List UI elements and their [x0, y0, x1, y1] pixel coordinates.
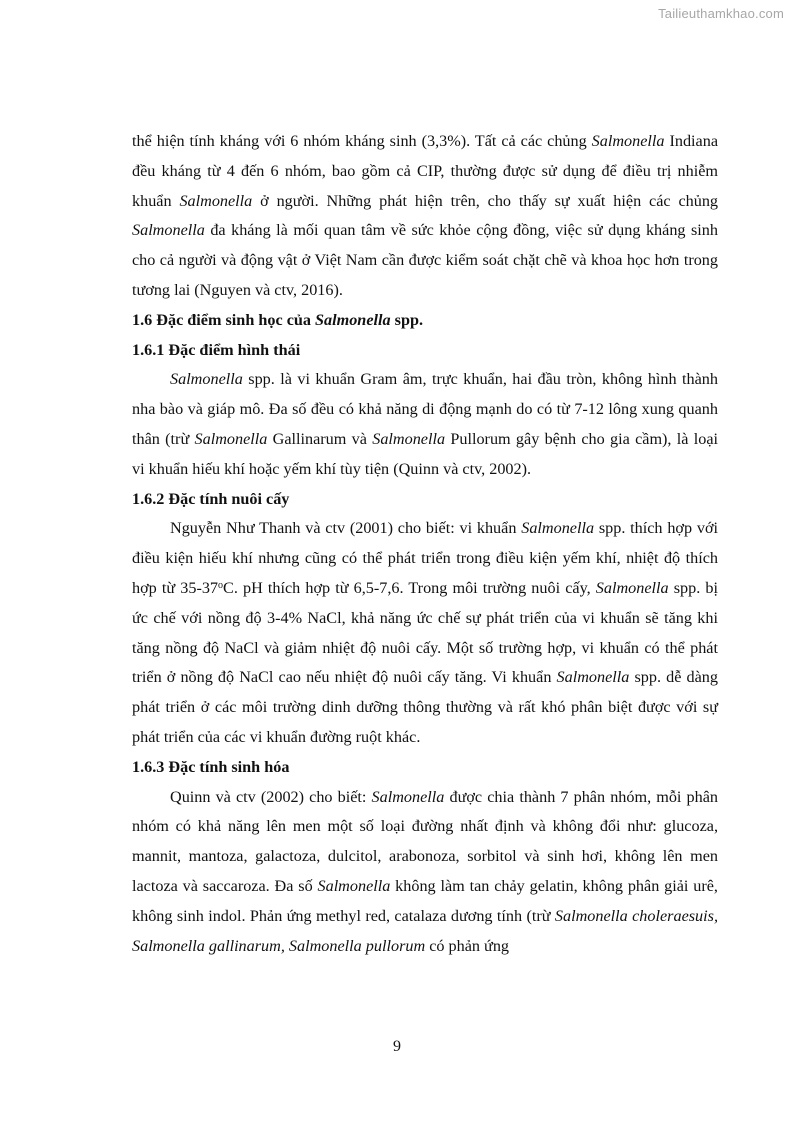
body-paragraph: [132, 783, 718, 962]
text-run: có phản ứng: [425, 936, 510, 955]
italic-text-run: Salmonella: [595, 578, 669, 597]
italic-text-run: Salmonella: [170, 370, 243, 389]
italic-text-run: Salmonella: [371, 787, 445, 806]
text-run: spp. là vi khuẩn Gram âm, trực khuẩn, hai đầu tròn, không hình thành nha bào và giáp mô. Đa số đều có khả năng di động mạnh do có từ 7-12 lông xung quanh thân (trừ: [132, 370, 718, 448]
section-heading: [132, 306, 718, 336]
text-run: 1.6 Đặc điểm sinh học của: [132, 310, 316, 329]
section-heading: [132, 485, 718, 515]
italic-text-run: Salmonella: [521, 519, 595, 538]
page-number: 9: [393, 1038, 401, 1055]
text-run: Pullorum gây bệnh cho gia cầm), là loại vi khuẩn hiếu khí hoặc yếm khí tùy tiện (Quinn và ctv, 2002).: [132, 429, 719, 478]
text-run: spp. bị ức chế với nồng độ 3-4% NaCl, khả năng ức chế sự phát triển của vi khuẩn sẽ tăng khi tăng nồng độ NaCl và giảm nhiệt độ nuôi cấy. Một số trường hợp, vi khuẩn có thể phát triển ở nồng độ NaCl cao nếu nhiệt độ nuôi cấy tăng. Vi khuẩn: [132, 578, 718, 687]
italic-text-run: Salmonella: [315, 310, 391, 329]
text-run: spp. thích hợp với điều kiện hiếu khí nhưng cũng có thể phát triển trong điều kiện yếm khí, nhiệt độ thích hợp từ 35-37: [132, 519, 718, 597]
text-run: 1.6.1 Đặc điểm hình thái: [132, 340, 301, 359]
italic-text-run: Salmonella: [194, 429, 268, 448]
text-run: ở người. Những phát hiện trên, cho thấy sự xuất hiện các chủng: [252, 191, 719, 210]
body-paragraph: [132, 127, 718, 306]
text-run: được chia thành 7 phân nhóm, mỗi phân nhóm có khả năng lên men một số loại đường nhất định và không đổi như: glucoza, mannit, mantoza, galactoza, dulcitol, arabonoza, sorbitol và sinh hơi, không lên men lactoza và saccaroza. Đa số: [132, 787, 719, 895]
document-body: [132, 127, 718, 961]
text-run: Indiana đều kháng từ 4 đến 6 nhóm, bao gồm cả CIP, thường được sử dụng để điều trị nhiễm khuẩn: [132, 132, 719, 210]
superscript-run: o: [218, 579, 224, 591]
text-run: thể hiện tính kháng với 6 nhóm kháng sinh (3,3%). Tất cả các chủng: [132, 132, 592, 150]
italic-text-run: Salmonella: [179, 191, 253, 210]
section-heading: [132, 336, 718, 366]
text-run: Gallinarum và: [267, 429, 373, 448]
italic-text-run: Salmonella: [372, 429, 446, 448]
italic-text-run: Salmonella: [317, 876, 391, 895]
italic-text-run: Salmonella choleraesuis, Salmonella gallinarum, Salmonella pullorum: [132, 906, 718, 955]
italic-text-run: Salmonella: [132, 221, 205, 240]
text-run: 1.6.2 Đặc tính nuôi cấy: [132, 489, 290, 508]
text-run: không làm tan chảy gelatin, không phân giải urê, không sinh indol. Phản ứng methyl red, catalaza dương tính (trừ: [132, 876, 718, 925]
text-run: spp. dễ dàng phát triển ở các môi trường dinh dưỡng thông thường và rất khó phân biệt được với sự phát triển của các vi khuẩn đường ruột khác.: [132, 668, 718, 746]
watermark-text: Tailieuthamkhao.com: [658, 6, 784, 21]
text-run: C. pH thích hợp từ 6,5-7,6. Trong môi trường nuôi cấy,: [223, 578, 596, 597]
body-paragraph: [132, 365, 718, 484]
italic-text-run: Salmonella: [556, 668, 630, 687]
italic-text-run: Salmonella: [591, 132, 665, 150]
body-paragraph: [132, 514, 718, 752]
text-run: Quinn và ctv (2002) cho biết:: [170, 787, 372, 806]
text-run: đa kháng là mối quan tâm về sức khỏe cộng đồng, việc sử dụng kháng sinh cho cả người và động vật ở Việt Nam cần được kiểm soát chặt chẽ và khoa học hơn trong tương lai (Nguyen và ctv, 2016).: [132, 221, 718, 299]
text-run: Nguyễn Như Thanh và ctv (2001) cho biết: vi khuẩn: [170, 519, 522, 538]
section-heading: [132, 753, 718, 783]
text-run: 1.6.3 Đặc tính sinh hóa: [132, 757, 290, 776]
text-run: spp.: [390, 310, 423, 329]
